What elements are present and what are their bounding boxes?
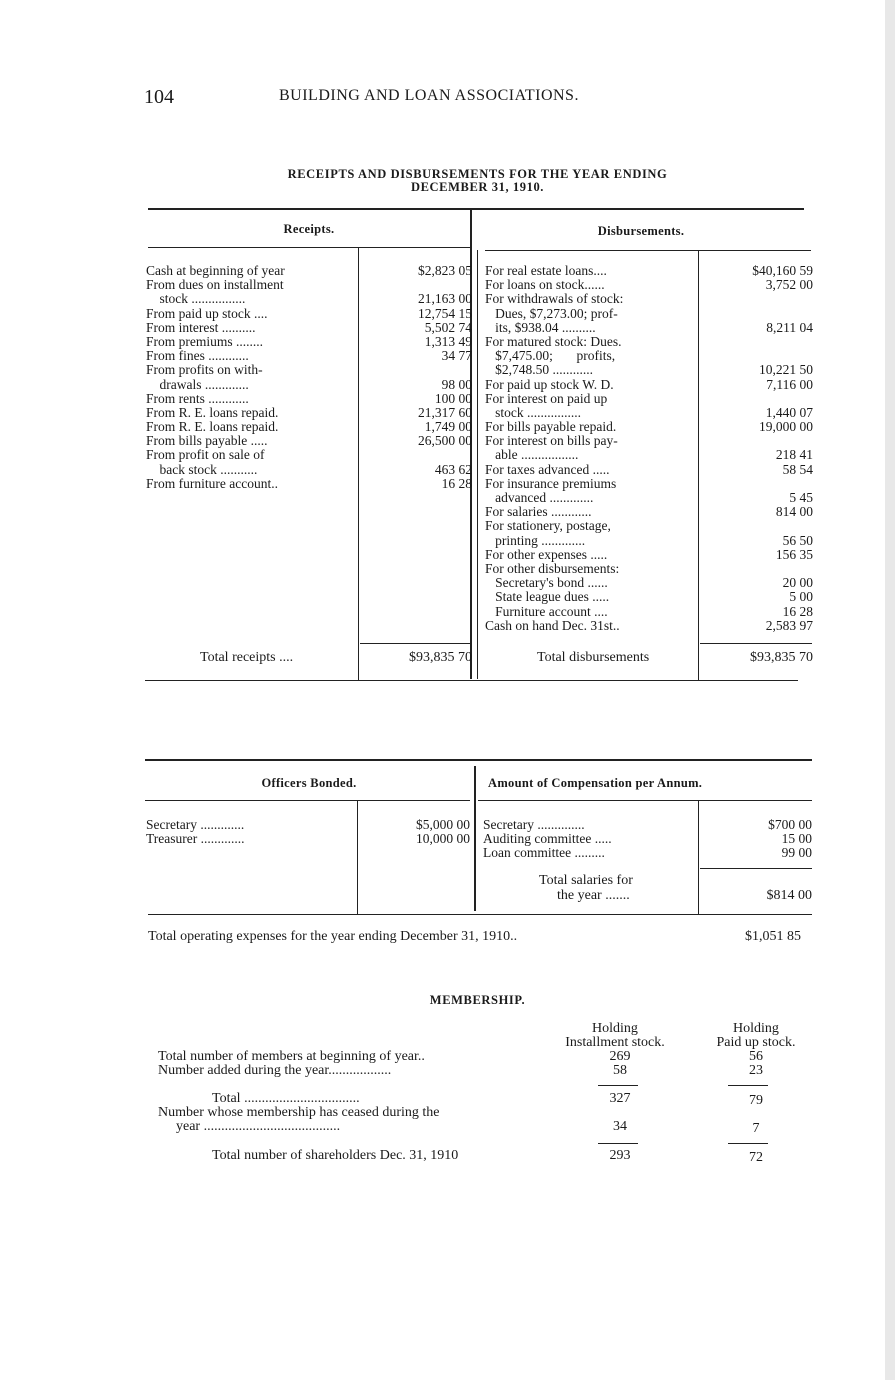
receipt-label: Cash at beginning of year (146, 264, 285, 278)
table-top-rule (148, 208, 804, 210)
membership-row-label: Total number of members at beginning of year.. (158, 1049, 425, 1064)
operating-expenses-label: Total operating expenses for the year ending December 31, 1910.. (148, 929, 518, 944)
disbursement-amount: 156 35 (775, 547, 813, 562)
disbursement-label: For paid up stock W. D. (485, 377, 614, 392)
officers-bottom-rule (148, 914, 812, 915)
membership-final-rule-2 (728, 1143, 768, 1144)
disbursement-label: printing ............. (485, 533, 586, 548)
receipts-header: Receipts. (283, 222, 335, 236)
disbursement-label: For salaries ............ (485, 505, 592, 520)
receipt-label: stock ................ (146, 292, 246, 307)
total-salaries-amount: $814 00 (766, 888, 812, 903)
running-head: BUILDING AND LOAN ASSOCIATIONS. (279, 87, 579, 104)
disbursement-amount: 58 54 (782, 462, 813, 477)
disbursement-label: $2,748.50 ............ (485, 363, 593, 378)
officers-header: Officers Bonded. (261, 776, 357, 790)
receipts-total-rule (360, 643, 470, 644)
officers-amounts (360, 818, 470, 846)
membership-row-v2: 23 (749, 1063, 763, 1078)
receipt-amount: 1,749 00 (424, 420, 472, 435)
receipt-amount: $2,823 05 (418, 264, 472, 278)
receipts-amount-divider (358, 248, 359, 680)
disbursement-amount: 5 00 (789, 590, 813, 605)
receipt-label: From paid up stock .... (146, 306, 268, 321)
membership-col1-line1: Holding (592, 1021, 638, 1036)
disbursements-total-rule (700, 643, 812, 644)
receipt-label: From interest .......... (146, 320, 256, 335)
membership-final-label: Total number of shareholders Dec. 31, 1910 (212, 1148, 459, 1163)
receipt-amount: 5,502 74 (424, 320, 472, 335)
disbursement-label: its, $938.04 .......... (485, 320, 596, 335)
compensation-label: Secretary .............. (483, 818, 585, 832)
disbursement-label: Furniture account .... (485, 604, 608, 619)
officer-label: Treasurer ............. (146, 832, 245, 847)
receipt-amount: 21,317 60 (418, 405, 472, 420)
total-disbursements-label: Total disbursements (537, 650, 650, 665)
total-salaries-line1: Total salaries for (539, 873, 633, 888)
compensation-amount: $700 00 (768, 818, 812, 832)
disbursements-amount-divider (698, 251, 699, 680)
officers-top-rule (145, 759, 812, 761)
disbursement-label: For interest on bills pay- (485, 434, 618, 449)
receipt-label: From R. E. loans repaid. (146, 420, 279, 435)
officer-bond-amount: 10,000 00 (416, 832, 470, 847)
disbursement-amount (700, 307, 813, 321)
page-edge (885, 0, 895, 1380)
membership-col2-line1: Holding (733, 1021, 779, 1036)
disbursement-amount (700, 562, 813, 576)
officers-amount-divider (357, 801, 358, 914)
disbursement-amount (700, 392, 813, 406)
disbursement-label: Dues, $7,273.00; prof- (485, 306, 618, 321)
receipt-label: From R. E. loans repaid. (146, 405, 279, 420)
disbursement-label: Secretary's bond ...... (485, 576, 608, 591)
disbursement-amount (700, 434, 813, 448)
disbursement-amount (700, 292, 813, 306)
disbursements-header-rule (485, 250, 811, 251)
receipt-label: From fines ............ (146, 349, 249, 364)
disbursement-label: For matured stock: Dues. (485, 334, 622, 349)
disbursement-amount (700, 335, 813, 349)
officer-bond-amount: $5,000 00 (416, 818, 470, 832)
operating-expenses-amount: $1,051 85 (745, 929, 801, 944)
receipt-amount: 12,754 15 (418, 306, 472, 321)
receipt-amount: 16 28 (441, 476, 472, 491)
disbursement-label: For stationery, postage, (485, 519, 611, 534)
membership-total-v1: 327 (609, 1091, 631, 1106)
total-salaries-line2: the year ....... (557, 888, 630, 903)
receipt-amount (362, 363, 472, 377)
compensation-amount: 99 00 (781, 846, 812, 861)
membership-ceased-line2: year ....................................... (176, 1119, 341, 1134)
disbursement-label: For other expenses ..... (485, 547, 608, 562)
compensation-labels (483, 818, 695, 861)
membership-row-v1: 58 (613, 1063, 627, 1078)
disbursement-amount: 2,583 97 (765, 618, 813, 633)
compensation-header: Amount of Compensation per Annum. (488, 776, 703, 790)
disbursement-amount: 814 00 (775, 505, 813, 520)
receipts-header-rule (148, 247, 470, 248)
disbursement-amount (700, 477, 813, 491)
receipts-amounts (362, 264, 472, 491)
disbursement-label: For bills payable repaid. (485, 420, 617, 435)
disbursement-amount: 3,752 00 (765, 278, 813, 293)
disbursement-label: $7,475.00; profits, (485, 349, 616, 364)
total-receipts-amount: $93,835 70 (409, 650, 472, 665)
officers-center-divider (474, 766, 476, 911)
membership-title: MEMBERSHIP. (429, 993, 526, 1007)
disbursement-label: For insurance premiums (485, 476, 617, 491)
membership-ceased-v1: 34 (613, 1119, 627, 1134)
total-receipts-label: Total receipts .... (200, 650, 294, 665)
disbursement-amount: 19,000 00 (759, 420, 813, 435)
disbursement-amount: $40,160 59 (752, 264, 813, 278)
compensation-amount: 15 00 (781, 832, 812, 847)
receipt-amount (362, 278, 472, 292)
disbursements-amounts (700, 264, 813, 633)
receipt-amount: 1,313 49 (424, 334, 472, 349)
receipt-amount: 34 77 (441, 349, 472, 364)
table-title-line2: DECEMBER 31, 1910. (410, 180, 545, 194)
compensation-total-rule (700, 868, 812, 869)
disbursement-amount: 20 00 (782, 576, 813, 591)
disbursement-label: For taxes advanced ..... (485, 462, 610, 477)
disbursement-label: For loans on stock...... (485, 278, 605, 293)
receipt-label: From furniture account.. (146, 476, 278, 491)
disbursement-amount (700, 349, 813, 363)
receipt-amount: 463 62 (434, 462, 472, 477)
receipt-amount: 98 00 (441, 377, 472, 392)
membership-col1-line2: Installment stock. (565, 1035, 665, 1050)
disbursement-amount: 1,440 07 (765, 405, 813, 420)
compensation-amount-divider (698, 801, 699, 914)
membership-final-v2: 72 (749, 1150, 763, 1165)
disbursement-label: State league dues ..... (485, 590, 610, 605)
disbursement-label: stock ................ (485, 405, 581, 420)
table-bottom-rule (145, 680, 798, 681)
membership-final-v1: 293 (609, 1148, 631, 1163)
disbursement-label: For withdrawals of stock: (485, 292, 624, 307)
receipt-label: From premiums ........ (146, 334, 263, 349)
membership-final-rule-1 (598, 1143, 638, 1144)
center-divider-inner (477, 250, 478, 679)
compensation-label: Auditing committee ..... (483, 832, 612, 847)
receipt-label: From dues on installment (146, 278, 284, 293)
receipt-amount: 21,163 00 (418, 292, 472, 307)
disbursement-amount: 8,211 04 (766, 320, 813, 335)
disbursement-amount: 218 41 (775, 448, 813, 463)
receipt-amount: 26,500 00 (418, 434, 472, 449)
receipt-label: From profits on with- (146, 363, 263, 378)
compensation-amounts (700, 818, 812, 861)
receipts-labels (146, 264, 356, 491)
disbursement-label: advanced ............. (485, 491, 594, 505)
compensation-header-rule (478, 800, 812, 801)
officers-labels (146, 818, 354, 846)
disbursement-label: able ................. (485, 448, 579, 463)
disbursement-label: For other disbursements: (485, 561, 620, 576)
disbursement-amount: 16 28 (782, 604, 813, 619)
disbursement-amount: 5 45 (789, 491, 813, 505)
disbursement-label: For real estate loans.... (485, 264, 607, 278)
disbursements-header: Disbursements. (597, 224, 685, 238)
receipt-label: drawals ............. (146, 377, 249, 392)
disbursements-labels (485, 264, 697, 633)
membership-ceased-v2: 7 (752, 1121, 760, 1136)
receipt-amount (362, 448, 472, 462)
officers-header-rule (145, 800, 470, 801)
disbursement-label: For interest on paid up (485, 391, 608, 406)
disbursement-amount (700, 519, 813, 533)
disbursement-amount: 10,221 50 (759, 363, 813, 378)
disbursement-label: Cash on hand Dec. 31st.. (485, 618, 620, 633)
table-title-line1: RECEIPTS AND DISBURSEMENTS FOR THE YEAR ENDING (287, 167, 668, 181)
compensation-label: Loan committee ......... (483, 846, 605, 861)
membership-row-label: Number added during the year.................. (158, 1063, 392, 1078)
disbursement-amount: 7,116 00 (766, 377, 813, 392)
membership-row-v2: 56 (749, 1049, 763, 1064)
membership-total-v2: 79 (749, 1093, 763, 1108)
membership-ceased-line1: Number whose membership has ceased during the (158, 1105, 440, 1120)
receipt-label: back stock ........... (146, 462, 258, 477)
membership-total-label: Total ................................. (212, 1091, 360, 1106)
membership-subtotal-rule-1 (598, 1085, 638, 1086)
officer-label: Secretary ............. (146, 818, 245, 832)
membership-col2-line2: Paid up stock. (716, 1035, 796, 1050)
disbursement-amount: 56 50 (782, 533, 813, 548)
receipt-amount: 100 00 (434, 391, 472, 406)
receipt-label: From bills payable ..... (146, 434, 268, 449)
membership-subtotal-rule-2 (728, 1085, 768, 1086)
membership-row-v1: 269 (609, 1049, 631, 1064)
total-disbursements-amount: $93,835 70 (750, 650, 813, 665)
page-number: 104 (144, 86, 174, 108)
receipt-label: From profit on sale of (146, 448, 265, 463)
receipt-label: From rents ............ (146, 391, 249, 406)
